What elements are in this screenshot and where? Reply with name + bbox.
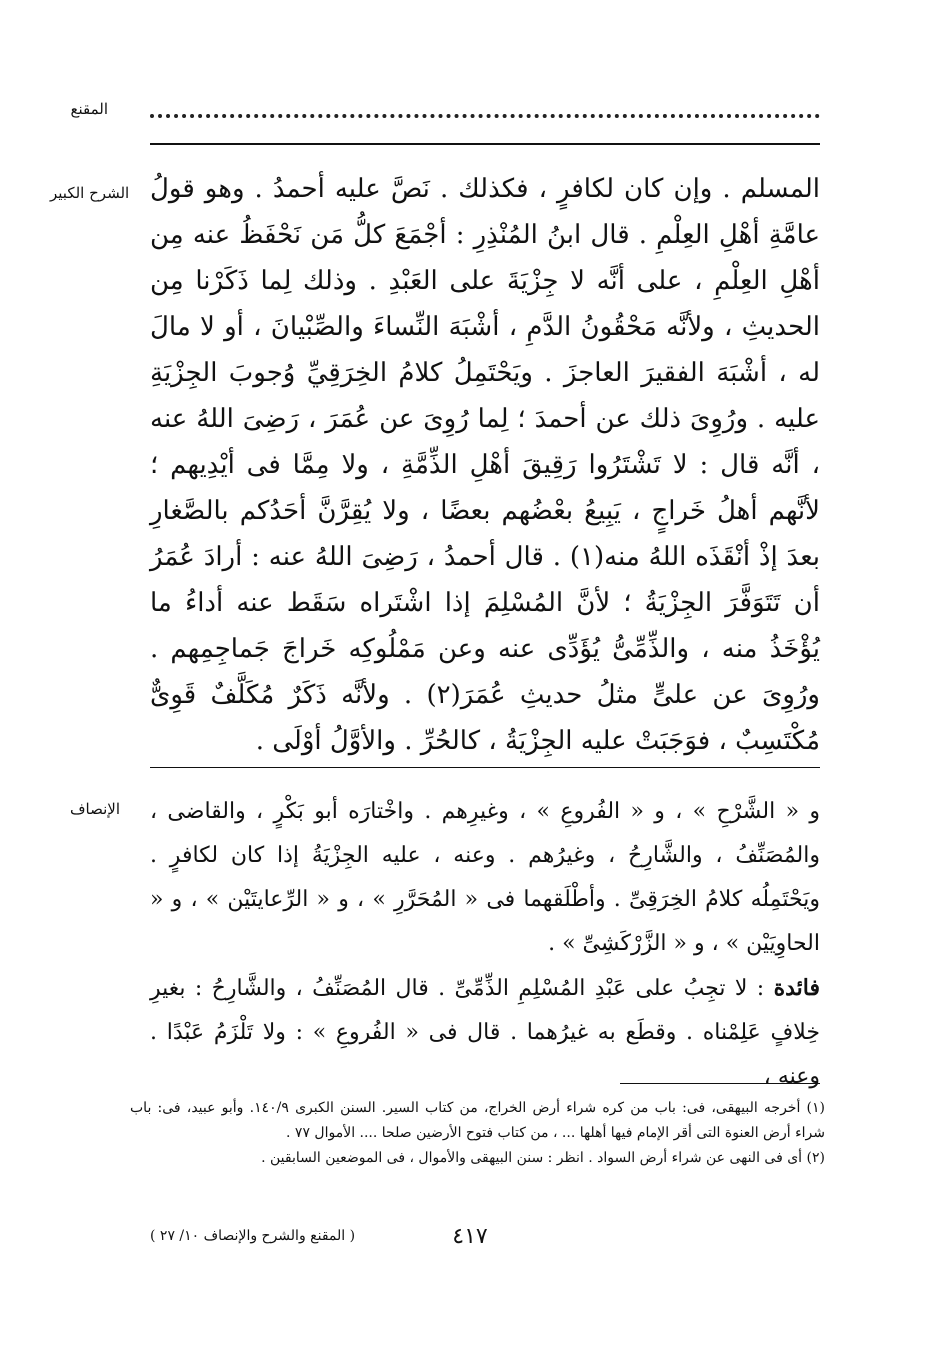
volume-reference: ( المقنع والشرح والإنصاف ١٠/ ٢٧ ) xyxy=(150,1228,356,1244)
header-rule xyxy=(150,143,820,145)
main-text-block xyxy=(150,166,820,764)
margin-label-insaf: الإنصاف xyxy=(70,800,121,818)
insaf-paragraph-2 xyxy=(150,966,820,1099)
footnote-rule xyxy=(620,1083,820,1084)
running-title: المقنع xyxy=(70,100,108,118)
page-number: ٤١٧ xyxy=(452,1224,488,1249)
footnotes xyxy=(130,1096,825,1171)
footnote-2: (٢) أى فى النهى عن شراء أرض السواد . انظر : سنن البيهقى والأموال ، فى الموضعين السابقين . xyxy=(261,1150,825,1166)
main-paragraph: المسلم . وإن كان لكافرٍ ، فكذلك . نَصَّ عليه أحمدُ . وهو قولُ عامَّةِ أهْلِ العِلْمِ . قال ابنُ المُنْذِرِ : أجْمَعَ كلُّ مَن نَحْفَظُ عنه مِن أهْلِ العِلْمِ ، على أنَّه لا جِزْيَةَ على العَبْدِ . وذلك لِما ذَكَرْنا مِن الحديثِ ، ولأنَّه مَحْقُونُ الدَّمِ ، أشْبَهَ النِّساءَ والصِّبْيانَ ، أو لا مالَ له ، أشْبَهَ الفقيرَ العاجزَ . ويَحْتَمِلُ كلامُ الخِرَقِيِّ وُجوبَ الجِزْيَةِ عليه . ورُوِىَ ذلك عن أحمدَ ؛ لِما رُوِىَ عن عُمَرَ ، رَضِىَ اللهُ عنه ، أنَّه قال : لا تَشْتَرُوا رَقِيقَ أهْلِ الذِّمَّةِ ، ولا مِمَّا فى أيْدِيهم ؛ لأنَّهم أهلُ خَراجٍ ، يَبِيعُ بعْضُهم بعضًا ، ولا يُقِرَّنَّ أحَدُكم بالصَّغارِ بعدَ إذْ أنْقَذَه اللهُ منه(١) . قال أحمدُ ، رَضِىَ اللهُ عنه : أرادَ عُمَرُ أن تَتَوَفَّرَ الجِزْيَةُ ؛ لأنَّ المُسْلِمَ إذا اشْتَراه سَقَط عنه أداءُ ما يُؤْخَذُ منه ، والذِّمِّىُّ يُؤَدِّى عنه وعن مَمْلُوكِه خَراجَ جَماجِمِهم . ورُوِىَ عن علىٍّ مثلُ حديثِ عُمَرَ(٢) . ولأنَّه ذَكَرٌ مُكَلَّفٌ قَوِىٌّ مُكْتَسِبٌ ، فوَجَبَتْ عليه الجِزْيَةُ ، كالحُرِّ . والأوَّلُ أوْلَى . xyxy=(150,174,820,756)
insaf-paragraph-1: و « الشَّرْحِ » ، و « الفُروعِ » ، وغيرِهم . واخْتارَه أبو بَكْرٍ ، والقاضى ، والمُصَنِّفُ ، والشَّارِحُ ، وغيرُهم . وعنه ، عليه الجِزْيَةُ إذا كان لكافرٍ . ويَحْتَمِلُه كلامُ الخِرَقِىِّ . وأطْلَقهما فى « المُحَرَّرِ » ، و « الرِّعايتَيْن » ، و « الحاوِيَيْن » ، و « الزَّرْكَشِىِّ » . xyxy=(150,799,820,956)
section-divider xyxy=(150,767,820,768)
footnote-1: (١) أخرجه البيهقى، فى: باب من كره شراء أرض الخراج، من كتاب السير. السنن الكبرى ١٤٠/٩. وأبو عبيد، فى: باب شراء أرض العنوة التى أقر الإمام فيها أهلها ... ، من كتاب فتوح الأرضين صلحا .... الأموال ٧٧ . xyxy=(130,1100,825,1141)
insaf-text-block xyxy=(150,790,820,1099)
fawaid-text: : لا تجِبُ على عَبْدِ المُسْلِمِ الذِّمِّىِّ . قال المُصَنِّفُ ، والشَّارِحُ : بغيرِ خِلافٍ عَلِمْناه . وقطَع به غيرُهما . قال فى « الفُروعِ » : ولا تَلْزَمُ عَبْدًا . وعنه ، xyxy=(150,976,820,1089)
fawaid-label: فائدة xyxy=(773,975,820,1001)
dotted-rule xyxy=(150,104,820,118)
margin-label-sharh: الشرح الكبير xyxy=(50,184,130,202)
